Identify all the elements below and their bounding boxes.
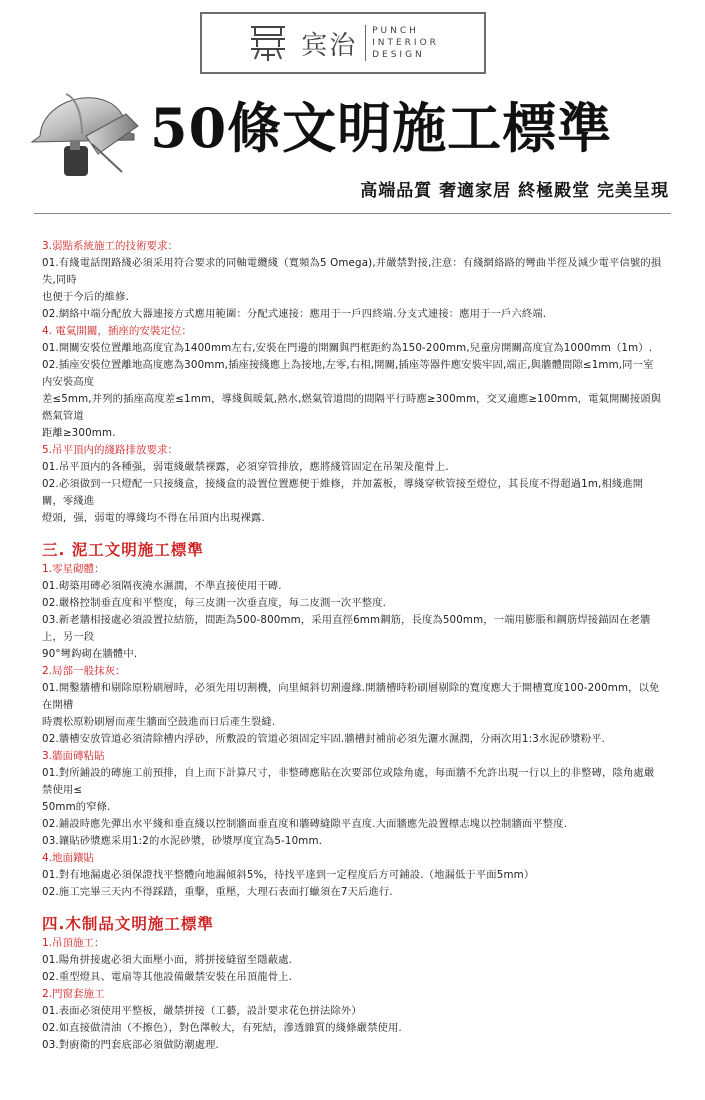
section-masonry bbox=[42, 539, 662, 901]
paragraph: 01.吊平頂内的各種强，弱電綫嚴禁裸露，必須穿管排放，應將綫管固定在吊架及龍骨上. bbox=[42, 461, 449, 473]
paragraph: 01.開鑿牆槽和剔除原粉刷層時，必須先用切割機，向里傾斜切割邊緣.開牆槽時粉刷層剔除的寬度應大于開槽寬度100-200mm，以免在開槽 bbox=[42, 682, 660, 711]
slogan: 高端品質 奢適家居 終極殿堂 完美呈現 bbox=[360, 181, 669, 201]
paragraph: 01.陽角拼接處必須大面壓小面，將拼接縫留至隱蔽處. bbox=[42, 954, 293, 966]
paragraph: 03.鑲貼砂漿應采用1:2的水泥砂漿，砂漿厚度宜為5-10mm. bbox=[42, 835, 323, 847]
section-heading: 四.木制品文明施工標準 bbox=[42, 915, 214, 933]
paragraph: 02.插座安裝位置離地高度應為300mm,插座接綫應上為接地,左零,右相,開關,插座等器件應安裝牢固,端正,與牆體間隙≤1mm,同一室内安裝高度 bbox=[42, 359, 654, 388]
hardhat-trowel-illustration bbox=[26, 84, 146, 184]
paragraph: 02.牆槽安放管道必須清除槽内浮砂，所敷設的管道必須固定牢固.牆槽封補前必須先灑水濕潤，分兩次用1:3水泥砂漿粉平. bbox=[42, 733, 606, 745]
paragraph: 02.網絡中端分配放大器連接方式應用範圍：分配式連接：應用于一戶四終端.分支式連接：應用于一戶六終端. bbox=[42, 308, 547, 320]
divider bbox=[34, 213, 671, 214]
paragraph: 01.開關安裝位置離地高度宜為1400mm左右,安裝在門邊的開關與門框距約為150-200mm,兒童房開關高度宜為1000mm（1m）. bbox=[42, 342, 653, 354]
paragraph: 距離≥300mm. bbox=[42, 427, 116, 439]
section-electrical-continued bbox=[42, 238, 662, 527]
brand-word: INTERIOR bbox=[372, 38, 439, 48]
paragraph: 時震松原粉刷層而產生牆面空鼓進而日后產生裂縫. bbox=[42, 716, 276, 728]
page-title: 50條文明施工標準 bbox=[150, 96, 613, 160]
paragraph: 02.重型燈具、電扇等其他設備嚴禁安裝在吊頂龍骨上. bbox=[42, 971, 293, 983]
document-body bbox=[42, 238, 662, 1066]
paragraph: 01.對有地漏處必須保證找平整體向地漏傾斜5%，待找平達到一定程度后方可鋪設.（地漏低于平面5mm） bbox=[42, 869, 535, 881]
seal-icon bbox=[247, 23, 289, 63]
subheading: 1.吊頂施工： bbox=[42, 937, 105, 949]
paragraph: 03.新老牆相接處必須設置拉結筋，間距為500-800mm，采用直徑6mm鋼筋，長度為500mm，一端用膨脹和鋼筋焊接錨固在老牆上，另一段 bbox=[42, 614, 651, 643]
paragraph: 02.如直接做清油（不擦色），對色澤較大，有死結，滲透雜質的綫條嚴禁使用. bbox=[42, 1022, 402, 1034]
subheading: 2.門窗套施工 bbox=[42, 988, 105, 1000]
paragraph: 90°彎鈎砌在牆體中. bbox=[42, 648, 138, 660]
section-heading: 三. 泥工文明施工標準 bbox=[42, 541, 204, 559]
subheading: 4. 電氣開關，插座的安裝定位： bbox=[42, 325, 192, 337]
paragraph: 01.砌築用磚必須隔夜澆水濕潤，不準直接使用干磚. bbox=[42, 580, 282, 592]
paragraph: 02.嚴格控制垂直度和平整度，每三皮測一次垂直度，每二皮測一次平整度. bbox=[42, 597, 387, 609]
brand-word: DESIGN bbox=[372, 50, 425, 60]
paragraph: 02.必須做到一只燈配一只接綫盒，接綫盒的設置位置應便于維修，并加蓋板，導綫穿軟管接至燈位，其長度不得超過1m,相綫進開關，零綫進 bbox=[42, 478, 644, 507]
paragraph: 01.對所鋪設的磚施工前預排，自上而下計算尺寸，非整磚應貼在次要部位或陰角處，每面牆不允許出現一行以上的非整磚，陰角處嚴禁使用≤ bbox=[42, 767, 655, 796]
paragraph: 燈頭，强，弱電的導綫均不得在吊頂内出現裸露. bbox=[42, 512, 265, 524]
paragraph: 02.施工完畢三天内不得踩踏，重擊，重壓，大理石表面打蠟須在7天后進行. bbox=[42, 886, 393, 898]
paragraph: 03.對廚衛的門套底部必須做防潮處理. bbox=[42, 1039, 219, 1051]
brand-name-english bbox=[365, 25, 439, 61]
paragraph: 也便于今后的維修. bbox=[42, 291, 129, 303]
subheading: 5.吊平頂内的綫路排放要求： bbox=[42, 444, 179, 456]
subheading: 3.牆面磚粘貼 bbox=[42, 750, 105, 762]
brand-word: PUNCH bbox=[372, 26, 419, 36]
paragraph: 01.表面必須使用平整板，嚴禁拼接（工藝，設計要求花色拼法除外） bbox=[42, 1005, 362, 1017]
paragraph: 01.有綫電話閉路綫必須采用符合要求的同軸電纜綫（寬頻為5 Omega),并嚴禁對接,注意：有綫網絡路的彎曲半徑及減少電平信號的損失,同時 bbox=[42, 257, 662, 286]
subheading: 4.地面鑲貼 bbox=[42, 852, 95, 864]
subheading: 1.零星砌體： bbox=[42, 563, 105, 575]
subheading: 3.弱點系統施工的技術要求： bbox=[42, 240, 179, 252]
section-woodwork bbox=[42, 913, 662, 1054]
paragraph: 02.鋪設時應先彈出水平綫和垂直綫以控制牆面垂直度和牆磚縫隙平直度.大面牆應先設置標志塊以控制牆面平整度. bbox=[42, 818, 568, 830]
brand-logo bbox=[200, 12, 486, 74]
subheading: 2.局部一般抹灰： bbox=[42, 665, 126, 677]
brand-name-chinese: 宾治 bbox=[301, 30, 358, 61]
paragraph: 差≤5mm,并列的插座高度差≤1mm，導綫與暖氣,熱水,燃氣管道間的間隔平行時應≥300mm，交叉適應≥100mm，電氣開關接頭與燃氣管道 bbox=[42, 393, 662, 422]
paragraph: 50mm的窄條. bbox=[42, 801, 111, 813]
